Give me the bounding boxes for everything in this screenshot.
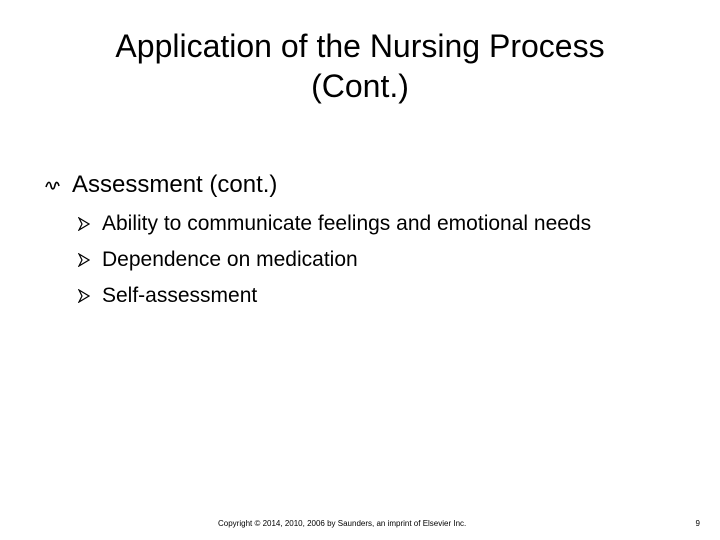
slide-title	[40, 26, 680, 106]
sub-bullet-text: Self-assessment	[102, 284, 258, 307]
sub-bullet-item	[78, 242, 591, 278]
arrow-bullet-icon	[78, 289, 90, 303]
curly-bullet-icon	[44, 177, 60, 193]
sub-bullet-text: Ability to communicate feelings and emotional needs	[102, 212, 592, 235]
page-number: 9	[695, 519, 700, 528]
sub-bullet-item	[78, 206, 591, 242]
arrow-bullet-icon	[78, 217, 90, 231]
arrow-bullet-icon	[78, 253, 90, 267]
main-bullet-text: Assessment (cont.)	[72, 171, 278, 198]
slide-title-line-2: (Cont.)	[311, 68, 409, 104]
slide-title-line-1: Application of the Nursing Process	[115, 28, 605, 64]
main-bullet	[44, 170, 277, 200]
sub-bullet-item	[78, 278, 591, 314]
slide-footer	[0, 517, 720, 531]
sub-bullet-text: Dependence on medication	[102, 248, 358, 271]
sub-bullet-list	[78, 206, 591, 314]
copyright-notice: Copyright © 2014, 2010, 2006 by Saunders, an imprint of Elsevier Inc.	[218, 519, 467, 528]
